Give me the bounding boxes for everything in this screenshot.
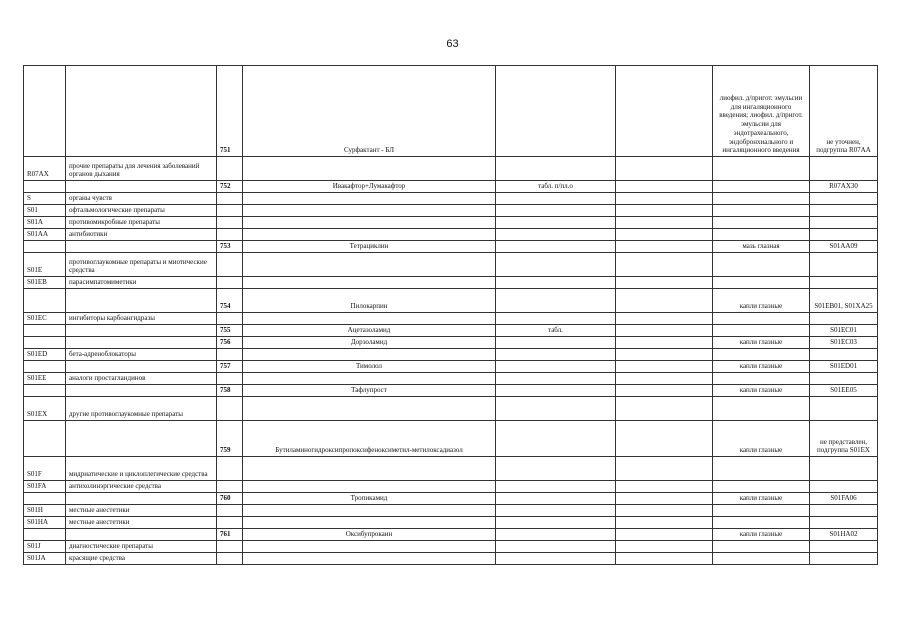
row-drug-name bbox=[243, 277, 496, 289]
row-drug-name bbox=[243, 481, 496, 493]
row-dosage-form bbox=[496, 277, 616, 289]
row-number bbox=[217, 517, 243, 529]
row-code: S01HA bbox=[24, 517, 66, 529]
row-empty-cell bbox=[616, 289, 713, 313]
row-empty-cell bbox=[616, 66, 713, 157]
row-group-name: аналоги простагландинов bbox=[66, 373, 217, 385]
row-atc-code bbox=[810, 373, 878, 385]
row-group-name: органы чувств bbox=[66, 193, 217, 205]
table-row bbox=[24, 277, 878, 289]
row-group-name bbox=[66, 421, 217, 457]
row-number bbox=[217, 157, 243, 181]
row-route-form bbox=[713, 229, 810, 241]
row-empty-cell bbox=[616, 361, 713, 373]
row-code bbox=[24, 289, 66, 313]
row-group-name bbox=[66, 493, 217, 505]
row-empty-cell bbox=[616, 421, 713, 457]
page-number: 63 bbox=[446, 38, 459, 50]
row-code bbox=[24, 385, 66, 397]
row-dosage-form bbox=[496, 349, 616, 361]
row-code: S01EB bbox=[24, 277, 66, 289]
row-code: S01E bbox=[24, 253, 66, 277]
row-route-form: лиофил. д/пригот. эмульсии для ингаляционного введения; лиофил. д/пригот. эмульсии для эндотрахеального, эндобронхиального и ингаляционного введения bbox=[713, 66, 810, 157]
row-group-name: парасимпатомиметики bbox=[66, 277, 217, 289]
row-group-name: бета-адреноблокаторы bbox=[66, 349, 217, 361]
row-atc-code bbox=[810, 193, 878, 205]
table-row bbox=[24, 217, 878, 229]
table-row bbox=[24, 337, 878, 349]
row-empty-cell bbox=[616, 373, 713, 385]
table-row bbox=[24, 481, 878, 493]
row-empty-cell bbox=[616, 553, 713, 565]
row-dosage-form bbox=[496, 361, 616, 373]
row-route-form bbox=[713, 397, 810, 421]
row-group-name: антибиотики bbox=[66, 229, 217, 241]
row-dosage-form bbox=[496, 517, 616, 529]
row-drug-name bbox=[243, 553, 496, 565]
table-row bbox=[24, 493, 878, 505]
row-code bbox=[24, 325, 66, 337]
row-empty-cell bbox=[616, 517, 713, 529]
row-dosage-form bbox=[496, 457, 616, 481]
row-empty-cell bbox=[616, 217, 713, 229]
table-row bbox=[24, 373, 878, 385]
row-number: 756 bbox=[217, 337, 243, 349]
row-dosage-form bbox=[496, 217, 616, 229]
table-row bbox=[24, 229, 878, 241]
row-code bbox=[24, 66, 66, 157]
row-dosage-form bbox=[496, 229, 616, 241]
table-row bbox=[24, 205, 878, 217]
row-code: S01H bbox=[24, 505, 66, 517]
row-atc-code bbox=[810, 205, 878, 217]
row-group-name: противоглаукомные препараты и миотические средства bbox=[66, 253, 217, 277]
row-route-form: капли глазные bbox=[713, 289, 810, 313]
row-group-name bbox=[66, 361, 217, 373]
row-dosage-form bbox=[496, 493, 616, 505]
row-route-form bbox=[713, 217, 810, 229]
row-number: 760 bbox=[217, 493, 243, 505]
row-atc-code bbox=[810, 517, 878, 529]
row-drug-name bbox=[243, 397, 496, 421]
table-row bbox=[24, 313, 878, 325]
row-drug-name bbox=[243, 349, 496, 361]
row-empty-cell bbox=[616, 157, 713, 181]
row-route-form bbox=[713, 181, 810, 193]
table-row bbox=[24, 457, 878, 481]
row-atc-code: S01EC01 bbox=[810, 325, 878, 337]
row-route-form: капли глазные bbox=[713, 421, 810, 457]
row-route-form bbox=[713, 553, 810, 565]
row-number bbox=[217, 397, 243, 421]
row-atc-code: S01FA06 bbox=[810, 493, 878, 505]
row-group-name: другие противоглаукомные препараты bbox=[66, 397, 217, 421]
row-dosage-form bbox=[496, 421, 616, 457]
table-row bbox=[24, 505, 878, 517]
row-dosage-form bbox=[496, 505, 616, 517]
row-atc-code: S01EB01, S01XA25 bbox=[810, 289, 878, 313]
row-group-name: ингибиторы карбоангидразы bbox=[66, 313, 217, 325]
row-drug-name bbox=[243, 373, 496, 385]
row-code: S01FA bbox=[24, 481, 66, 493]
table-row bbox=[24, 289, 878, 313]
row-route-form bbox=[713, 541, 810, 553]
row-drug-name: Ацетазоламид bbox=[243, 325, 496, 337]
row-number bbox=[217, 217, 243, 229]
row-atc-code bbox=[810, 217, 878, 229]
row-atc-code: не уточнен, подгруппа R07AA bbox=[810, 66, 878, 157]
row-number bbox=[217, 253, 243, 277]
row-code: S01ED bbox=[24, 349, 66, 361]
row-atc-code bbox=[810, 349, 878, 361]
row-empty-cell bbox=[616, 205, 713, 217]
row-dosage-form bbox=[496, 385, 616, 397]
table-row bbox=[24, 349, 878, 361]
row-code bbox=[24, 361, 66, 373]
row-atc-code: S01ED01 bbox=[810, 361, 878, 373]
row-empty-cell bbox=[616, 529, 713, 541]
row-dosage-form bbox=[496, 289, 616, 313]
row-code bbox=[24, 181, 66, 193]
row-atc-code bbox=[810, 229, 878, 241]
row-dosage-form bbox=[496, 66, 616, 157]
row-number bbox=[217, 193, 243, 205]
row-code bbox=[24, 241, 66, 253]
row-empty-cell bbox=[616, 505, 713, 517]
row-code bbox=[24, 493, 66, 505]
row-code: S01A bbox=[24, 217, 66, 229]
row-atc-code: S01HA02 bbox=[810, 529, 878, 541]
row-number: 759 bbox=[217, 421, 243, 457]
row-atc-code bbox=[810, 541, 878, 553]
row-group-name bbox=[66, 385, 217, 397]
row-group-name: прочие препараты для лечения заболеваний органов дыхания bbox=[66, 157, 217, 181]
row-empty-cell bbox=[616, 457, 713, 481]
row-empty-cell bbox=[616, 325, 713, 337]
row-route-form bbox=[713, 193, 810, 205]
row-group-name: антихолинэргические средства bbox=[66, 481, 217, 493]
row-number bbox=[217, 313, 243, 325]
row-drug-name: Пилокарпин bbox=[243, 289, 496, 313]
row-route-form: капли глазные bbox=[713, 361, 810, 373]
row-atc-code bbox=[810, 457, 878, 481]
row-drug-name: Тимолол bbox=[243, 361, 496, 373]
row-drug-name: Ивакафтор+Лумакафтор bbox=[243, 181, 496, 193]
row-code: S01J bbox=[24, 541, 66, 553]
row-drug-name bbox=[243, 253, 496, 277]
row-code bbox=[24, 421, 66, 457]
row-group-name bbox=[66, 66, 217, 157]
row-group-name bbox=[66, 289, 217, 313]
row-drug-name: Тафлупрост bbox=[243, 385, 496, 397]
row-drug-name: Тропикамид bbox=[243, 493, 496, 505]
row-group-name bbox=[66, 325, 217, 337]
row-atc-code bbox=[810, 313, 878, 325]
row-atc-code: не представлен, подгруппа S01EX bbox=[810, 421, 878, 457]
row-dosage-form bbox=[496, 481, 616, 493]
row-route-form bbox=[713, 481, 810, 493]
row-dosage-form bbox=[496, 253, 616, 277]
table-row bbox=[24, 241, 878, 253]
row-atc-code: S01EE05 bbox=[810, 385, 878, 397]
row-number: 755 bbox=[217, 325, 243, 337]
row-empty-cell bbox=[616, 229, 713, 241]
row-number bbox=[217, 277, 243, 289]
row-drug-name bbox=[243, 205, 496, 217]
row-number bbox=[217, 457, 243, 481]
row-route-form bbox=[713, 277, 810, 289]
row-code bbox=[24, 337, 66, 349]
row-empty-cell bbox=[616, 481, 713, 493]
row-drug-name bbox=[243, 457, 496, 481]
row-drug-name bbox=[243, 193, 496, 205]
row-number: 757 bbox=[217, 361, 243, 373]
row-code: S01EC bbox=[24, 313, 66, 325]
table-row bbox=[24, 253, 878, 277]
row-number: 753 bbox=[217, 241, 243, 253]
row-drug-name bbox=[243, 229, 496, 241]
row-group-name: местные анестетики bbox=[66, 505, 217, 517]
row-atc-code bbox=[810, 397, 878, 421]
table-row bbox=[24, 529, 878, 541]
row-dosage-form: табл. п/пл.о bbox=[496, 181, 616, 193]
row-dosage-form bbox=[496, 541, 616, 553]
table-row bbox=[24, 517, 878, 529]
table-row bbox=[24, 325, 878, 337]
row-route-form bbox=[713, 205, 810, 217]
row-empty-cell bbox=[616, 349, 713, 361]
row-route-form bbox=[713, 253, 810, 277]
row-dosage-form bbox=[496, 313, 616, 325]
row-route-form bbox=[713, 325, 810, 337]
row-atc-code bbox=[810, 277, 878, 289]
row-dosage-form bbox=[496, 397, 616, 421]
row-atc-code: S01EC03 bbox=[810, 337, 878, 349]
row-drug-name: Дорзоламид bbox=[243, 337, 496, 349]
table-row bbox=[24, 361, 878, 373]
row-code: R07AX bbox=[24, 157, 66, 181]
row-route-form: капли глазные bbox=[713, 493, 810, 505]
row-code: S01F bbox=[24, 457, 66, 481]
row-code: S01 bbox=[24, 205, 66, 217]
row-dosage-form bbox=[496, 193, 616, 205]
row-empty-cell bbox=[616, 493, 713, 505]
row-drug-name bbox=[243, 541, 496, 553]
row-atc-code bbox=[810, 505, 878, 517]
row-route-form bbox=[713, 313, 810, 325]
row-empty-cell bbox=[616, 181, 713, 193]
row-group-name bbox=[66, 337, 217, 349]
row-number bbox=[217, 553, 243, 565]
table-row bbox=[24, 397, 878, 421]
row-empty-cell bbox=[616, 337, 713, 349]
row-atc-code bbox=[810, 157, 878, 181]
row-drug-name: Оксибупрокаин bbox=[243, 529, 496, 541]
row-atc-code: R07AX30 bbox=[810, 181, 878, 193]
table-row bbox=[24, 66, 878, 157]
table-row bbox=[24, 157, 878, 181]
table-row bbox=[24, 421, 878, 457]
row-number bbox=[217, 373, 243, 385]
row-route-form bbox=[713, 457, 810, 481]
row-code: S01AA bbox=[24, 229, 66, 241]
row-empty-cell bbox=[616, 385, 713, 397]
row-number bbox=[217, 349, 243, 361]
row-group-name bbox=[66, 241, 217, 253]
row-group-name: офтальмологические препараты bbox=[66, 205, 217, 217]
row-dosage-form bbox=[496, 553, 616, 565]
row-number: 758 bbox=[217, 385, 243, 397]
row-route-form bbox=[713, 373, 810, 385]
row-dosage-form bbox=[496, 337, 616, 349]
table-row bbox=[24, 193, 878, 205]
row-number: 752 bbox=[217, 181, 243, 193]
row-route-form: капли глазные bbox=[713, 385, 810, 397]
row-atc-code bbox=[810, 481, 878, 493]
row-atc-code bbox=[810, 253, 878, 277]
row-code: S01EX bbox=[24, 397, 66, 421]
row-group-name: противомикробные препараты bbox=[66, 217, 217, 229]
row-code: S01JA bbox=[24, 553, 66, 565]
row-route-form bbox=[713, 349, 810, 361]
row-empty-cell bbox=[616, 277, 713, 289]
row-code: S bbox=[24, 193, 66, 205]
row-route-form: капли глазные bbox=[713, 337, 810, 349]
row-drug-name bbox=[243, 157, 496, 181]
row-number: 754 bbox=[217, 289, 243, 313]
row-number bbox=[217, 481, 243, 493]
row-group-name bbox=[66, 181, 217, 193]
row-number: 751 bbox=[217, 66, 243, 157]
row-empty-cell bbox=[616, 541, 713, 553]
row-empty-cell bbox=[616, 193, 713, 205]
row-group-name bbox=[66, 529, 217, 541]
row-drug-name: Бутиламиногидроксипропоксифеноксиметил-метилоксадиазол bbox=[243, 421, 496, 457]
row-number: 761 bbox=[217, 529, 243, 541]
row-empty-cell bbox=[616, 253, 713, 277]
row-drug-name bbox=[243, 517, 496, 529]
table-row bbox=[24, 553, 878, 565]
row-dosage-form bbox=[496, 373, 616, 385]
row-drug-name bbox=[243, 217, 496, 229]
row-number bbox=[217, 541, 243, 553]
row-atc-code: S01AA09 bbox=[810, 241, 878, 253]
table-row bbox=[24, 541, 878, 553]
row-dosage-form bbox=[496, 241, 616, 253]
row-group-name: мидриатические и циклоплегические средства bbox=[66, 457, 217, 481]
row-route-form bbox=[713, 517, 810, 529]
row-group-name: диагностические препараты bbox=[66, 541, 217, 553]
row-route-form bbox=[713, 157, 810, 181]
row-number bbox=[217, 229, 243, 241]
row-drug-name: Тетрациклин bbox=[243, 241, 496, 253]
row-number bbox=[217, 505, 243, 517]
row-dosage-form: табл. bbox=[496, 325, 616, 337]
row-dosage-form bbox=[496, 157, 616, 181]
row-route-form: капли глазные bbox=[713, 529, 810, 541]
table-row bbox=[24, 385, 878, 397]
row-group-name: красящие средства bbox=[66, 553, 217, 565]
row-drug-name bbox=[243, 313, 496, 325]
table-row bbox=[24, 181, 878, 193]
row-empty-cell bbox=[616, 313, 713, 325]
row-route-form bbox=[713, 505, 810, 517]
row-drug-name bbox=[243, 505, 496, 517]
row-number bbox=[217, 205, 243, 217]
row-dosage-form bbox=[496, 205, 616, 217]
row-empty-cell bbox=[616, 241, 713, 253]
row-dosage-form bbox=[496, 529, 616, 541]
row-code: S01EE bbox=[24, 373, 66, 385]
row-code bbox=[24, 529, 66, 541]
row-atc-code bbox=[810, 553, 878, 565]
row-empty-cell bbox=[616, 397, 713, 421]
row-route-form: мазь глазная bbox=[713, 241, 810, 253]
drug-table bbox=[23, 65, 878, 565]
row-group-name: местные анестетики bbox=[66, 517, 217, 529]
row-drug-name: Сурфактант - БЛ bbox=[243, 66, 496, 157]
